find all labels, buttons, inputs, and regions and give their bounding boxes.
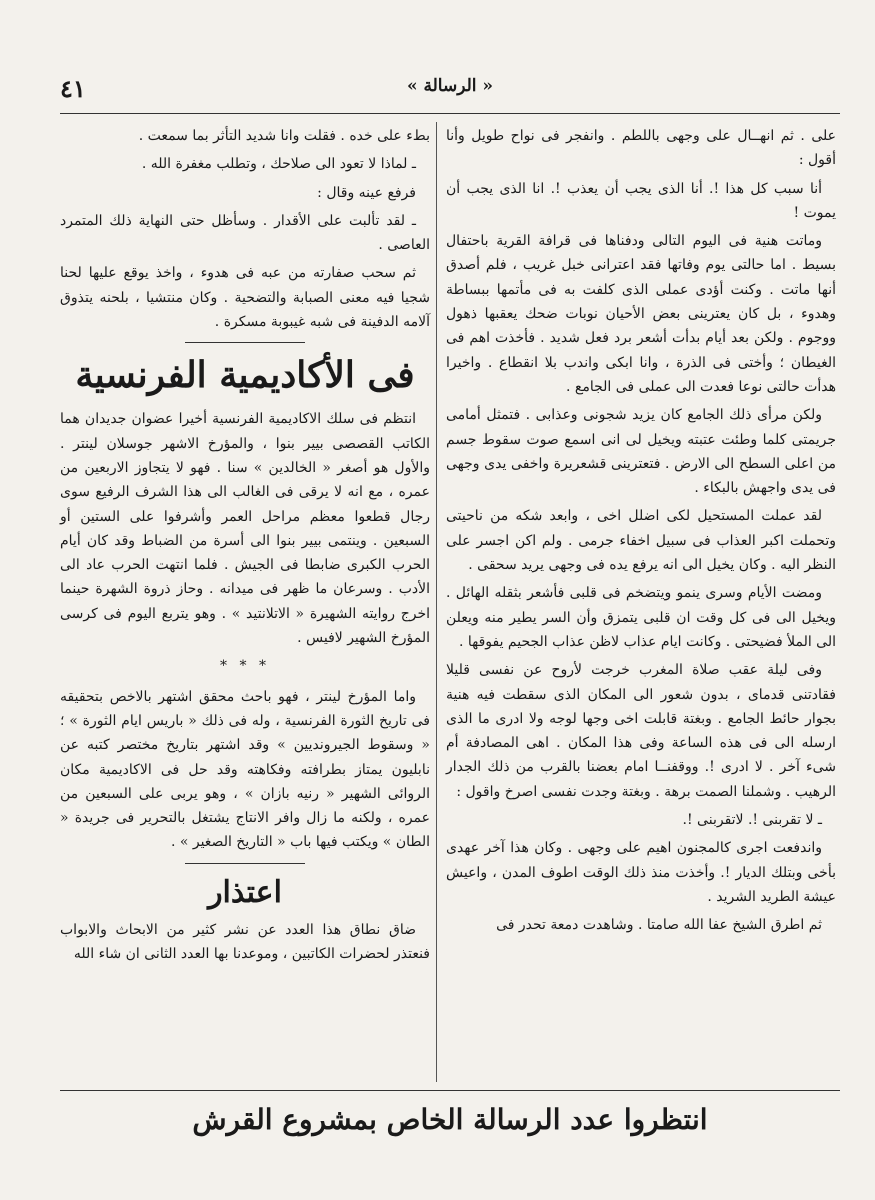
- story-paragraph: على . ثم انهــال على وجهى باللطم . وانفجر فى نواح طويل وأنا أقول :: [446, 128, 836, 169]
- story-paragraph: ـ لماذا لا تعود الى صلاحك ، وتطلب مغفرة الله .: [141, 156, 416, 173]
- left-column: [60, 124, 430, 970]
- page-title: « الرسالة »: [406, 76, 494, 96]
- page-number: ٤١: [60, 74, 86, 103]
- academy-paragraph: انتظم فى سلك الاكاديمية الفرنسية أخيرا عضوان جديدان هما الكاتب القصصى بيير بنوا ، والمؤرخ الاشهر جوسلان لينتر . والأول هو أصغر « الخالدين » سنا . فهو لا يتجاوز الاربعين من عمره ، مع انه لا يرقى فى الغالب الى هذا الشرف الرفيع سوى رجال قطعوا معظم مراحل العمر وأشرفوا على الستين أو السبعين . وينتمى بيير بنوا الى أسرة من الضباط وقد كان أيام الحرب الكبرى ضابطا فى الجيش . فلما انتهت الحرب عاد الى الأدب . وسرعان ما ظهر فى ميدانه . وحاز ذروة الشهرة حينما اخرج روايته الشهيرة « الاتلانتيد » . وهو يتربع اليوم فى كرسى المؤرخ الشهير لافيس .: [60, 411, 430, 647]
- apology-text: ضاق نطاق هذا العدد عن نشر كثير من الابحاث والابواب فنعتذر لحضرات الكاتبين ، وموعدنا بها العدد الثانى ان شاء الله: [60, 921, 430, 963]
- right-column: [446, 124, 836, 942]
- section-rule: [185, 342, 305, 343]
- section-rule: [185, 863, 305, 864]
- story-paragraph: وفى ليلة عقب صلاة المغرب خرجت لأروح عن نفسى قليلا فقادتنى قدماى ، بدون شعور الى المكان الذى سقطت فيه هنية بجوار حائط الجامع . وبغتة قابلت اخى وجها لوجه ولا ادرى ما الذى ارسله الى فى هذه الساعة وفى هذا المكان . اهى المصادفة أم شىء آخر . لا ادرى !. ووقفنــا امام بعضنا بالقرب من ذلك الجدار الرهيب . وشملنا الصمت برهة . وبغتة وجدت نفسى اصرخ واقول :: [446, 662, 836, 800]
- story-paragraph: ـ لا تقربنى !. لاتقربنى !.: [682, 812, 822, 829]
- story-paragraph: فرفع عينه وقال :: [317, 184, 416, 201]
- story-paragraph: أنا سبب كل هذا !. أنا الذى يجب أن يعذب !. انا الذى يجب أن يموت !: [446, 180, 836, 221]
- story-paragraph: واندفعت اجرى كالمجنون اهيم على وجهى . وكان هذا آخر عهدى بأخى وبتلك الديار !. وأخذت منذ ذلك الوقت اطوف المدن ، واعيش عيشة الطريد الشريد .: [446, 840, 836, 905]
- story-paragraph: ـ لقد تألبت على الأقدار . وسأظل حتى النهاية ذلك المتمرد العاصى .: [60, 212, 430, 254]
- section-heading: فى الأكاديمية الفرنسية: [75, 354, 415, 397]
- page-header: [60, 74, 840, 108]
- story-paragraph: وماتت هنية فى اليوم التالى ودفناها فى قرافة القرية باحتفال بسيط . اما حالتى يوم وفاتها فقد اعترانى خبل غريب ، فلم أصدق أنها ماتت . وكنت أؤدى عملى الذى كلفت به فى مأتمها ببساطة وهدوء ، بل كان يعترينى بعض الأحيان نوبات ضحك يعقبها ذهول ووجوم . ولكن بعد أيام بدأت أشعر برد فعل شديد . فأخذت اهم فى الغيطان ؛ وأختى فى الذرة ، وانا ابكى واندب بلا انقطاع . واخيرا هدأت حالتى نوعا فعدت الى عملى فى الجامع .: [446, 233, 836, 395]
- story-paragraph: ومضت الأيام وسرى ينمو ويتضخم فى قلبى فأشعر بثقله الهائل . ويخيل الى فى كل وقت ان قلبى يتمزق وأن السر يطير منه ويعلن الى الملأ فضيحتى . وكانت ايام عذاب لاظن عذاب الجحيم يفوقها .: [446, 585, 836, 650]
- header-rule: [60, 113, 840, 114]
- academy-paragraph: واما المؤرخ لينتر ، فهو باحث محقق اشتهر بالاخص بتحقيقه فى تاريخ الثورة الفرنسية ، وله فى ذلك « باريس ايام الثورة » ؛ « وسقوط الجيرونديين » وقد اشتهر بتاريخ مختصر كتبه عن نابليون يمتاز بطرافته وفكاهته وقد حل فى الاكاديمية مكان الروائى الشهير « رنيه بازان » ، وهو يربى على السبعين من عمره ، ولكنه ما زال وافر الانتاج يشتغل بالتحرير فى جريدة « الطان » ويكتب فيها باب « التاريخ الصغير » .: [60, 688, 430, 851]
- story-paragraph: ثم سحب صفارته من عبه فى هدوء ، واخذ يوقع عليها لحنا شجيا فيه معنى الصبابة والتضحية . وكان منتشيا ، بلحنه يتذوق آلامه الدفينة فى شبه غيبوبة مسكرة .: [60, 265, 430, 331]
- story-paragraph: بطء على خده . فقلت وانا شديد التأثر بما سمعت .: [138, 128, 430, 144]
- footer-banner: انتظروا عدد الرسالة الخاص بمشروع القرش: [192, 1103, 708, 1136]
- separator-stars: * * *: [220, 658, 270, 675]
- column-divider: [436, 122, 437, 1082]
- story-paragraph: ثم اطرق الشيخ عفا الله صامتا . وشاهدت دمعة تحدر فى: [496, 917, 822, 934]
- story-paragraph: لقد عملت المستحيل لكى اضلل اخى ، وابعد شكه من ناحيتى وتحملت اكبر العذاب فى سبيل اخفاء جرمى . ولم اكن اجسر على النظر اليه . وكان يخيل الى انه يرفع يده فى وجهى يريد سحقى .: [446, 508, 836, 574]
- story-paragraph: ولكن مرأى ذلك الجامع كان يزيد شجونى وعذابى . فتمثل أمامى جريمتى كلما وطئت عتبته ويخيل لى انى اسمع صوت سقوط جسم من اعلى السطح الى الارض . فتعترينى قشعريرة واخفى يدى وجهى فى يدى واجهش بالبكاء .: [446, 407, 836, 497]
- apology-heading: اعتذار: [208, 874, 282, 910]
- footer-rule: [60, 1090, 840, 1091]
